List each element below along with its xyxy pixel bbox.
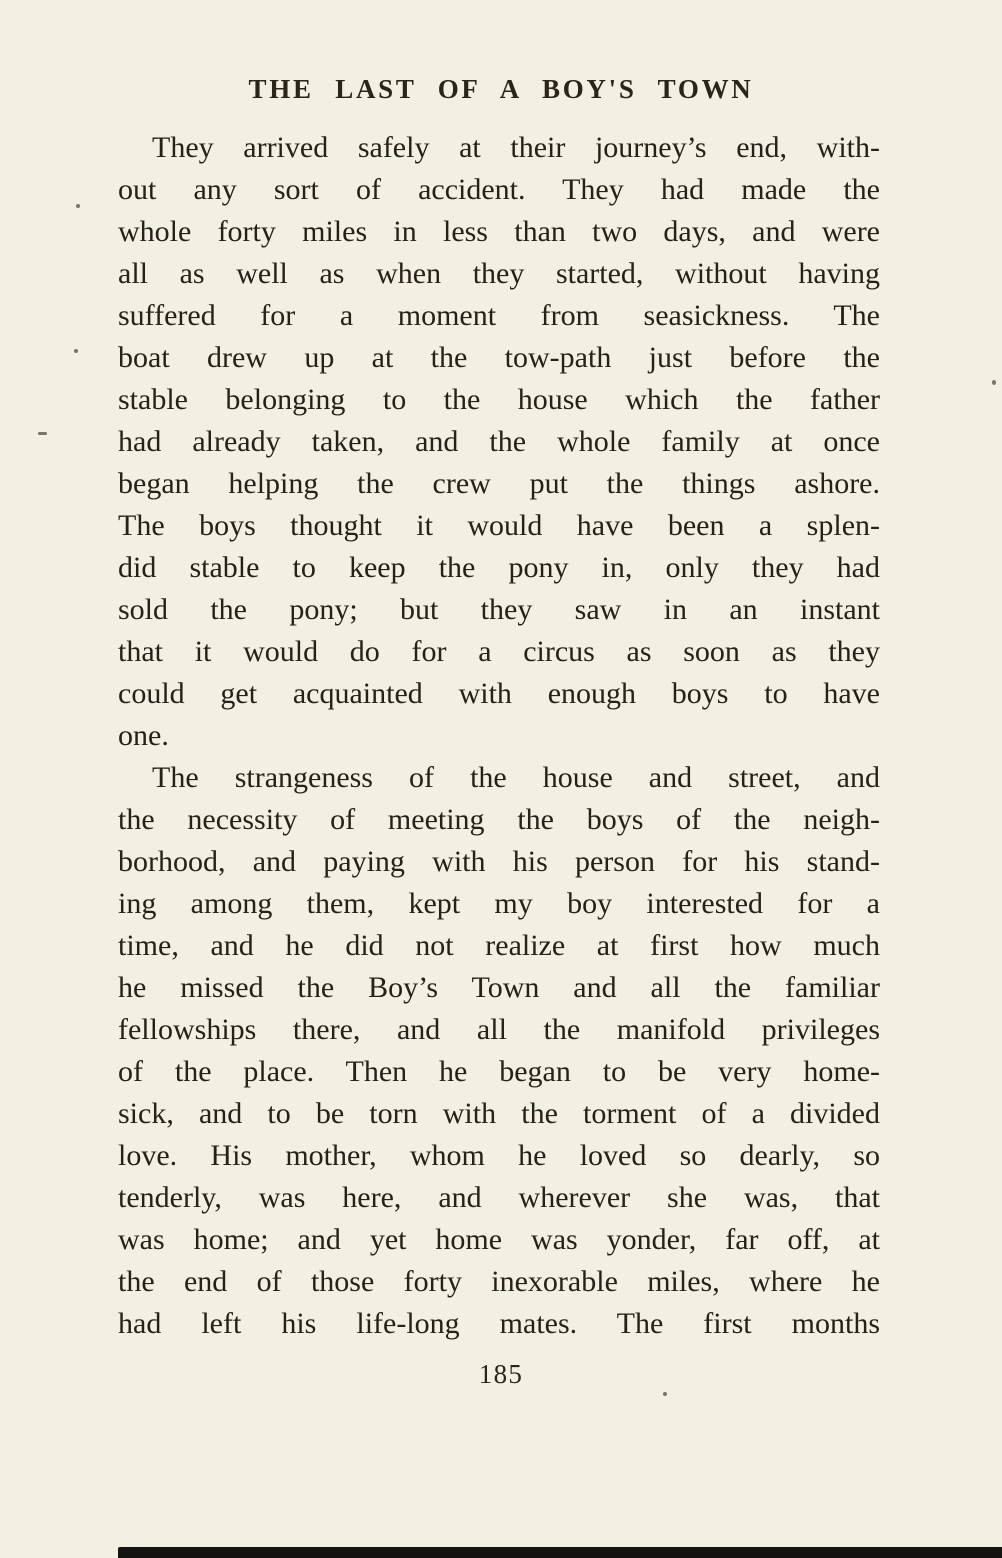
text-line: one. [118,719,169,752]
text-line: that it would do for a circus as soon as they [118,635,880,668]
text-line: stable belonging to the house which the father [118,383,880,416]
text-line: The strangeness of the house and street, and [152,761,880,794]
text-line: sick, and to be torn with the torment of a divided [118,1097,880,1130]
text-line: of the place. Then he began to be very home- [118,1055,880,1088]
text-line: had already taken, and the whole family at once [118,425,880,458]
text-line: was home; and yet home was yonder, far off, at [118,1223,880,1256]
text-line: began helping the crew put the things ashore. [118,467,880,500]
text-line: borhood, and paying with his person for his stand- [118,845,880,878]
text-line: could get acquainted with enough boys to have [118,677,880,710]
text-line: tenderly, was here, and wherever she was, that [118,1181,880,1214]
text-line: did stable to keep the pony in, only they had [118,551,880,584]
text-line: love. His mother, whom he loved so dearly, so [118,1139,880,1172]
text-line: sold the pony; but they saw in an instant [118,593,880,626]
text-line: The boys thought it would have been a splen- [118,509,880,542]
scan-speck [38,432,47,435]
text-line: out any sort of accident. They had made the [118,173,880,206]
text-line: boat drew up at the tow-path just before the [118,341,880,374]
text-line: time, and he did not realize at first how much [118,929,880,962]
page-number: 185 [478,1359,524,1389]
scan-speck [663,1392,667,1396]
text-line: ing among them, kept my boy interested for a [118,887,880,920]
scan-edge-artifact [118,1547,1002,1558]
text-line: suffered for a moment from seasickness. The [118,299,880,332]
paragraph-1 [118,127,880,757]
text-line: They arrived safely at their journey’s end, with- [152,131,880,164]
scan-speck [74,349,78,353]
text-line: whole forty miles in less than two days, and were [118,215,880,248]
text-line: fellowships there, and all the manifold privileges [118,1013,880,1046]
text-line: the necessity of meeting the boys of the neigh- [118,803,880,836]
scan-speck [76,204,80,208]
text-line: had left his life-long mates. The first months [118,1307,880,1340]
text-line: the end of those forty inexorable miles, where he [118,1265,880,1298]
scan-speck [992,380,996,385]
paragraph-2 [118,757,880,1345]
body-text [118,127,880,1345]
text-line: he missed the Boy’s Town and all the familiar [118,971,880,1004]
text-line: all as well as when they started, without having [118,257,880,290]
running-header: THE LAST OF A BOY'S TOWN [248,74,754,104]
